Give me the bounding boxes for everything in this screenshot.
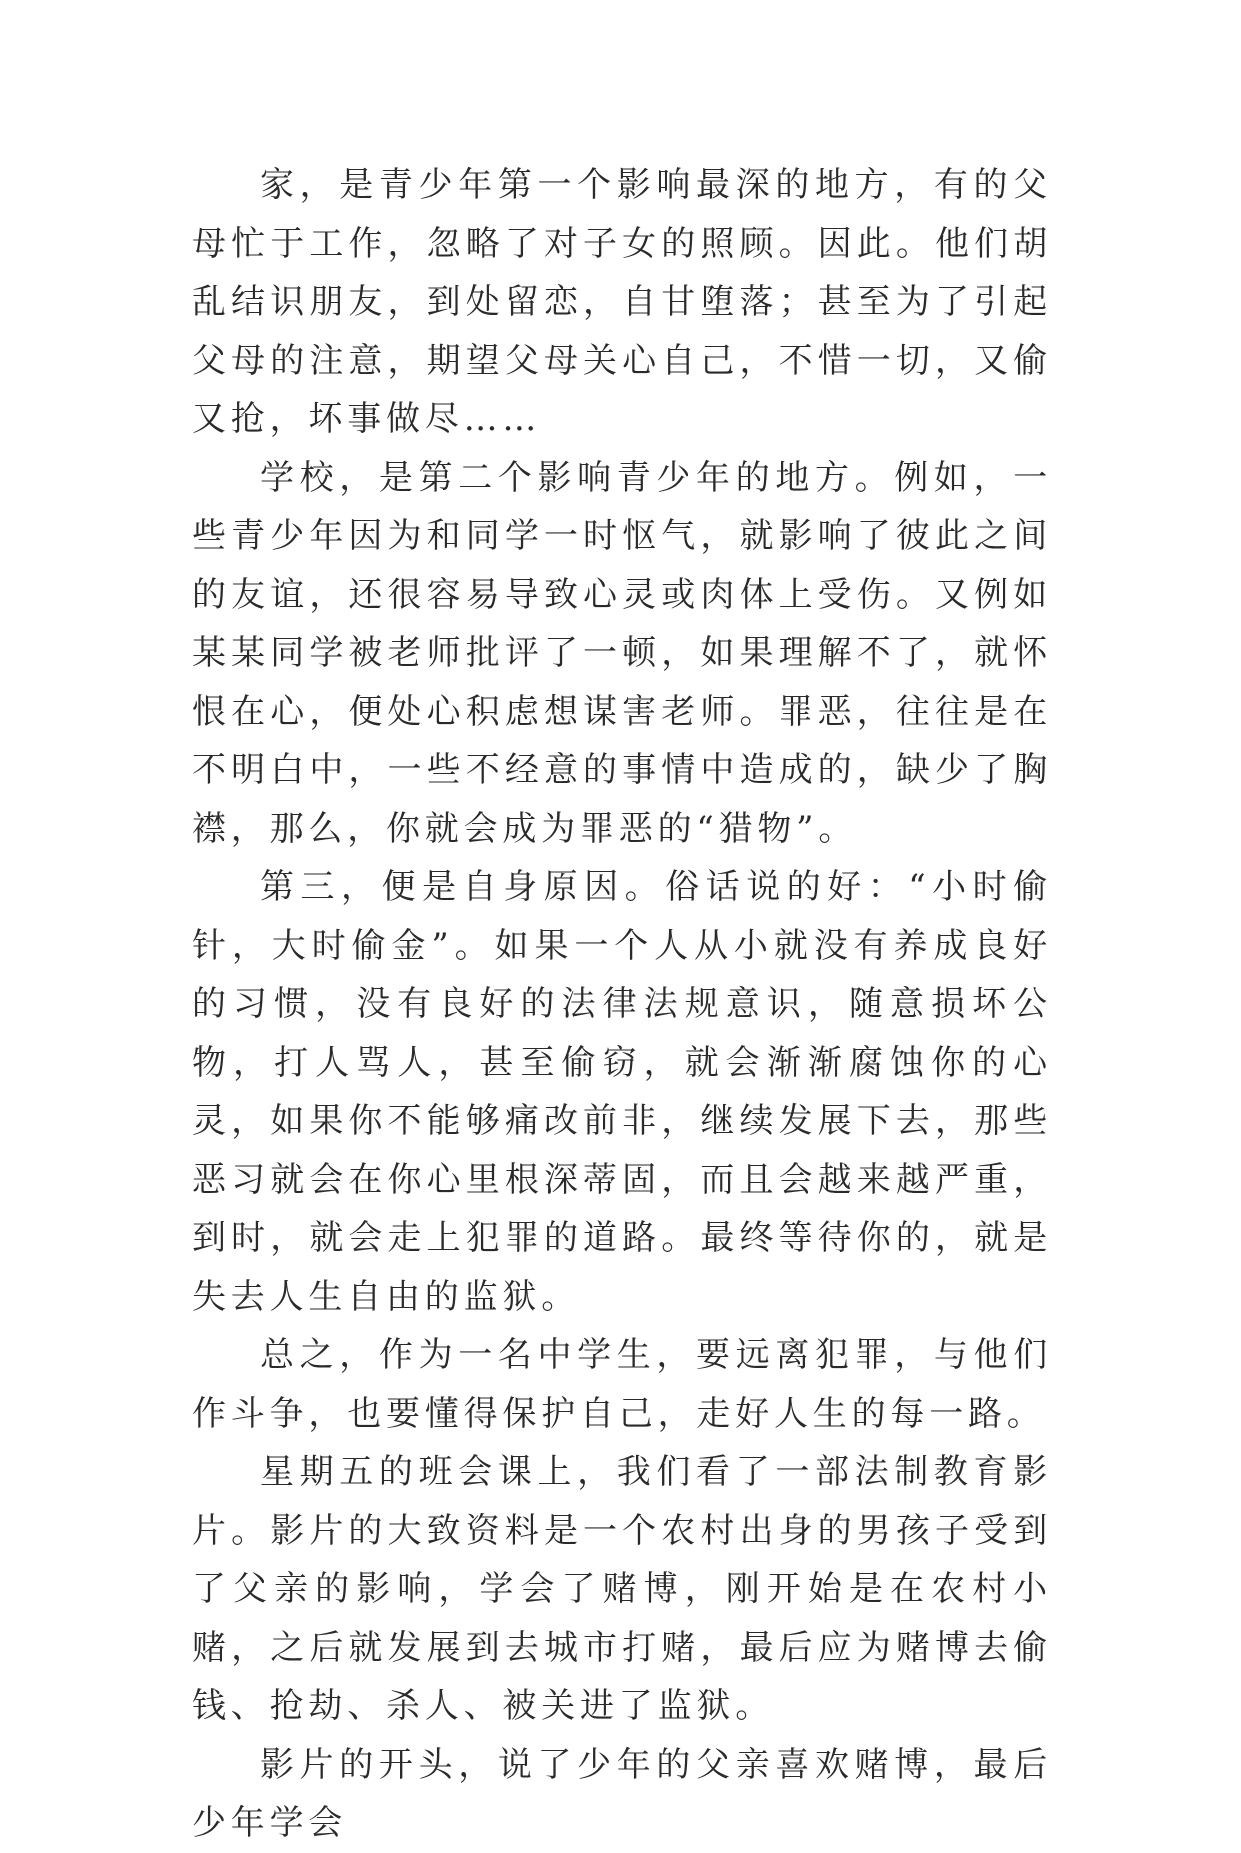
paragraph-family-influence: 家，是青少年第一个影响最深的地方，有的父母忙于工作，忽略了对子女的照顾。因此。他们胡乱结识朋友，到处留恋，自甘堕落；甚至为了引起父母的注意，期望父母关心自己，不惜一切，又偷又抢，坏事做尽…… (192, 165, 1052, 439)
document-body (192, 156, 1052, 1853)
paragraph-school-influence: 学校，是第二个影响青少年的地方。例如，一些青少年因为和同学一时怄气，就影响了彼此之间的友谊，还很容易导致心灵或肉体上受伤。又例如某某同学被老师批评了一顿，如果理解不了，就怀恨在心，便处心积虑想谋害老师。罪恶，往往是在不明白中，一些不经意的事情中造成的，缺少了胸襟，那么，你就会成为罪恶的“猎物”。 (192, 457, 1052, 849)
paragraph-conclusion: 总之，作为一名中学生，要远离犯罪，与他们作斗争，也要懂得保护自己，走好人生的每一路。 (192, 1335, 1052, 1434)
paragraph-personal-reasons: 第三，便是自身原因。俗话说的好：“小时偷针，大时偷金”。如果一个人从小就没有养成良好的习惯，没有良好的法律法规意识，随意损坏公物，打人骂人，甚至偷窃，就会渐渐腐蚀你的心灵，如果你不能够痛改前非，继续发展下去，那些恶习就会在你心里根深蒂固，而且会越来越严重，到时，就会走上犯罪的道路。最终等待你的，就是失去人生自由的监狱。 (192, 867, 1052, 1317)
paragraph-film-opening: 影片的开头，说了少年的父亲喜欢赌博，最后少年学会 (192, 1744, 1052, 1843)
paragraph-film-summary: 星期五的班会课上，我们看了一部法制教育影片。影片的大致资料是一个农村出身的男孩子受到了父亲的影响，学会了赌博，刚开始是在农村小赌，之后就发展到去城市打赌，最后应为赌博去偷钱、抢劫、杀人、被关进了监狱。 (192, 1452, 1052, 1726)
